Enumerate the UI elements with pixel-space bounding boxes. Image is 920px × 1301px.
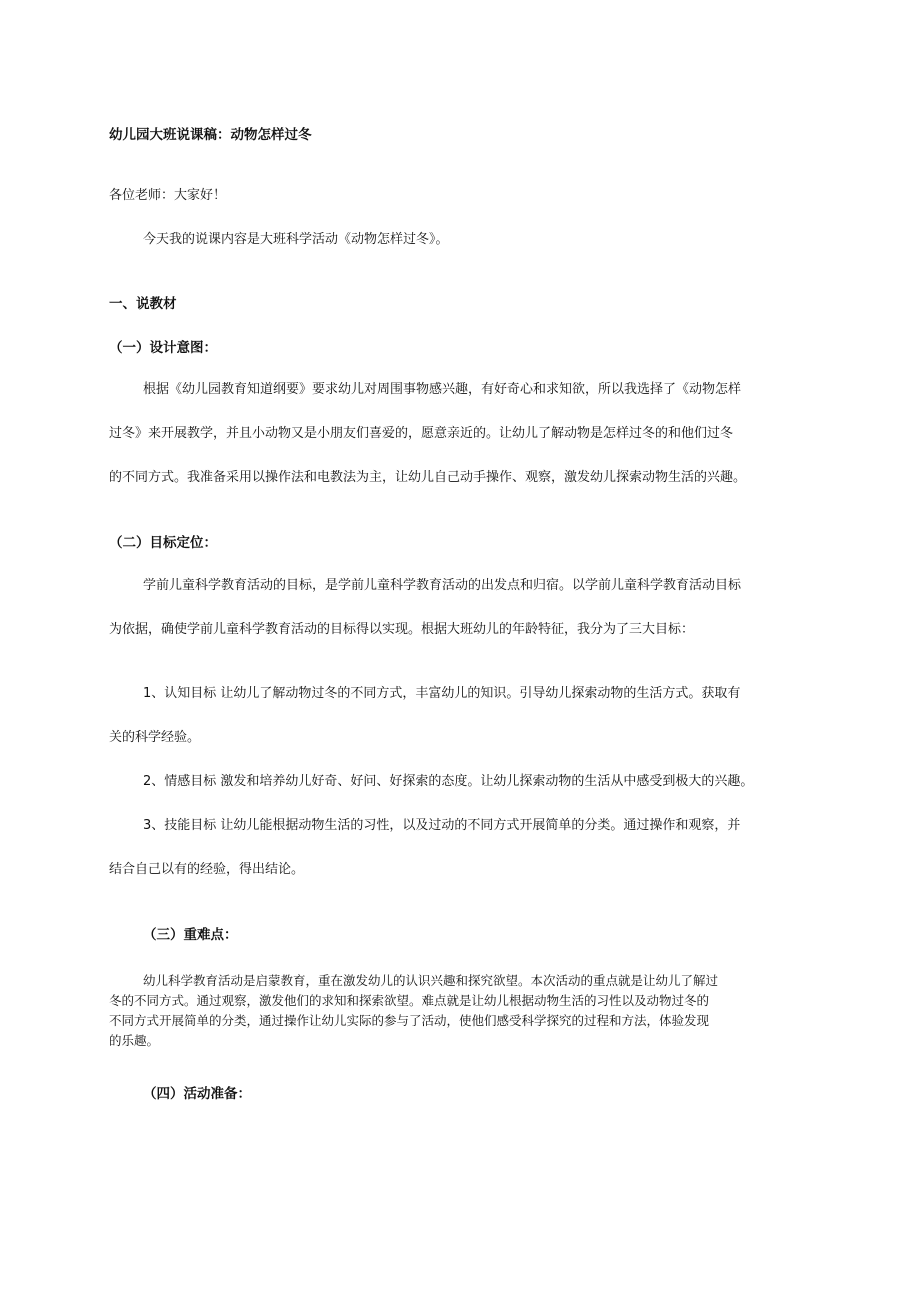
goal-item-cognitive — [143, 686, 740, 702]
goal-label: 1、认知目标 — [143, 686, 217, 701]
goal-text: 激发和培养幼儿好奇、好问、好探索的态度。让幼儿探索动物的生活从中感受到极大的兴趣。 — [220, 774, 754, 789]
design-intent-line: 根据《幼儿园教育知道纲要》要求幼儿对周围事物感兴趣，有好奇心和求知欲，所以我选择了《动物怎样 — [143, 382, 742, 397]
key-points-line: 幼儿科学教育活动是启蒙教育，重在激发幼儿的认识兴趣和探究欲望。本次活动的重点就是让幼儿了解过 — [143, 973, 719, 988]
design-intent-line: 的不同方式。我准备采用以操作法和电教法为主，让幼儿自己动手操作、观察，激发幼儿探索动物生活的兴趣。 — [109, 470, 747, 485]
goal-text: 让幼儿能根据动物生活的习性，以及过动的不同方式开展简单的分类。通过操作和观察，并 — [220, 818, 741, 833]
goal-item-skill — [143, 818, 740, 834]
key-points-line: 冬的不同方式。通过观察，激发他们的求知和探索欲望。难点就是让幼儿根据动物生活的习性以及动物过冬的 — [109, 993, 710, 1008]
goal-label: 2、情感目标 — [143, 774, 217, 789]
goals-line: 为依据，确使学前儿童科学教育活动的目标得以实现。根据大班幼儿的年龄特征，我分为了三大目标： — [109, 622, 695, 637]
document-title: 幼儿园大班说课稿：动物怎样过冬 — [109, 127, 312, 143]
design-intent-line: 过冬》来开展教学，并且小动物又是小朋友们喜爱的，愿意亲近的。让幼儿了解动物是怎样过冬的和他们过冬 — [109, 426, 734, 441]
key-points-line: 不同方式开展简单的分类，通过操作让幼儿实际的参与了活动，使他们感受科学探究的过程和方法，体验发现 — [109, 1013, 710, 1028]
goal-item-continuation: 关的科学经验。 — [109, 730, 201, 745]
section-heading-textbook: 一、说教材 — [109, 296, 177, 312]
goal-text: 让幼儿了解动物过冬的不同方式，丰富幼儿的知识。引导幼儿探索动物的生活方式。获取有 — [220, 686, 741, 701]
key-points-heading: （三）重难点： — [143, 927, 238, 943]
intro-paragraph: 今天我的说课内容是大班科学活动《动物怎样过冬》。 — [143, 232, 449, 247]
goal-item-continuation: 结合自己以有的经验，得出结论。 — [109, 862, 305, 877]
greeting: 各位老师：大家好！ — [109, 188, 227, 203]
goals-heading: （二）目标定位： — [109, 535, 217, 551]
goal-label: 3、技能目标 — [143, 818, 217, 833]
preparation-heading: （四）活动准备： — [143, 1086, 251, 1102]
goal-item-emotional — [143, 774, 753, 790]
goals-line: 学前儿童科学教育活动的目标，是学前儿童科学教育活动的出发点和归宿。以学前儿童科学教育活动目标 — [143, 578, 742, 593]
key-points-line: 的乐趣。 — [109, 1033, 160, 1048]
design-intent-heading: （一）设计意图： — [109, 340, 217, 356]
